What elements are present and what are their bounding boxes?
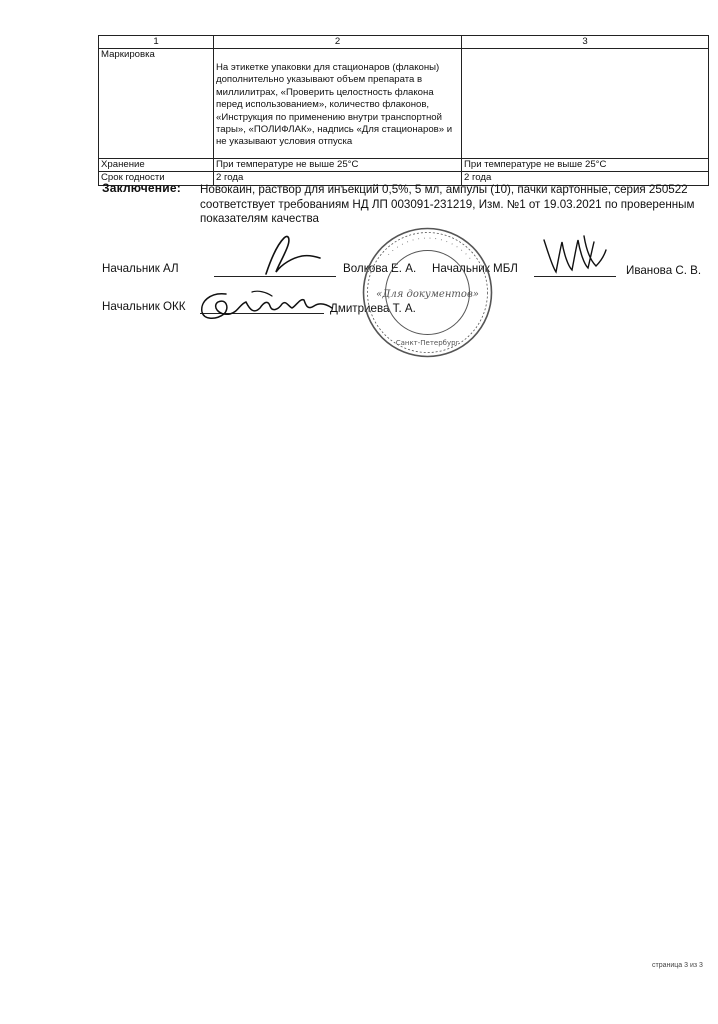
storage-spec: При температуре не выше 25°С (214, 159, 462, 172)
shelf-life-result: 2 года (462, 172, 709, 185)
signer-role-al: Начальник АЛ (102, 262, 179, 275)
conclusion-label: Заключение: (102, 181, 181, 195)
signer-name-al: Волкова Е. А. (343, 262, 417, 275)
svg-text:· · · · · · · · · · · · · · ·: · · · · · · · · · · · · · · · · · (385, 234, 474, 263)
stamp-city: Санкт-Петербург (395, 339, 460, 347)
signature-al-image (258, 232, 322, 280)
table-row (99, 49, 709, 159)
signature-mbl-image (540, 232, 608, 278)
column-number-3: 3 (462, 36, 709, 49)
signer-name-mbl: Иванова С. В. (626, 264, 702, 277)
row-label-shelf-life: Срок годности (99, 172, 214, 185)
column-number-2: 2 (214, 36, 462, 49)
table-row (99, 159, 709, 172)
quality-table (98, 35, 709, 186)
stamp-center-text: «Для документов» (376, 289, 479, 300)
storage-result: При температуре не выше 25°С (462, 159, 709, 172)
row-label-marking: Маркировка (99, 49, 214, 159)
table-header-row (99, 36, 709, 49)
row-label-storage: Хранение (99, 159, 214, 172)
official-stamp (360, 225, 495, 360)
signer-role-mbl: Начальник МБЛ (432, 262, 518, 275)
marking-result (462, 49, 709, 159)
signer-role-okk: Начальник ОКК (102, 300, 186, 313)
signer-name-okk: Дмитриева Т. А. (330, 302, 416, 315)
conclusion-text: Новокаин, раствор для инъекций 0,5%, 5 мл, ампулы (10), пачки картонные, серия 250522 соответствует требованиям НД ЛП 003091-231219, Изм. №1 от 19.03.2021 по проверенным показателям качества (200, 183, 695, 226)
shelf-life-spec: 2 года (214, 172, 462, 185)
marking-spec: На этикетке упаковки для стационаров (флаконы) дополнительно указывают объем препарата в миллилитрах, «Проверить целостность флакона перед использованием», количество флаконов, «Инструкция по применению внутри транспортной тары», «ПОЛИФЛАК», надпись «Для стационаров» и не указывают условия отпуска (214, 49, 462, 159)
column-number-1: 1 (99, 36, 214, 49)
page-number: страница 3 из 3 (652, 962, 703, 969)
signature-okk-image (196, 286, 336, 326)
